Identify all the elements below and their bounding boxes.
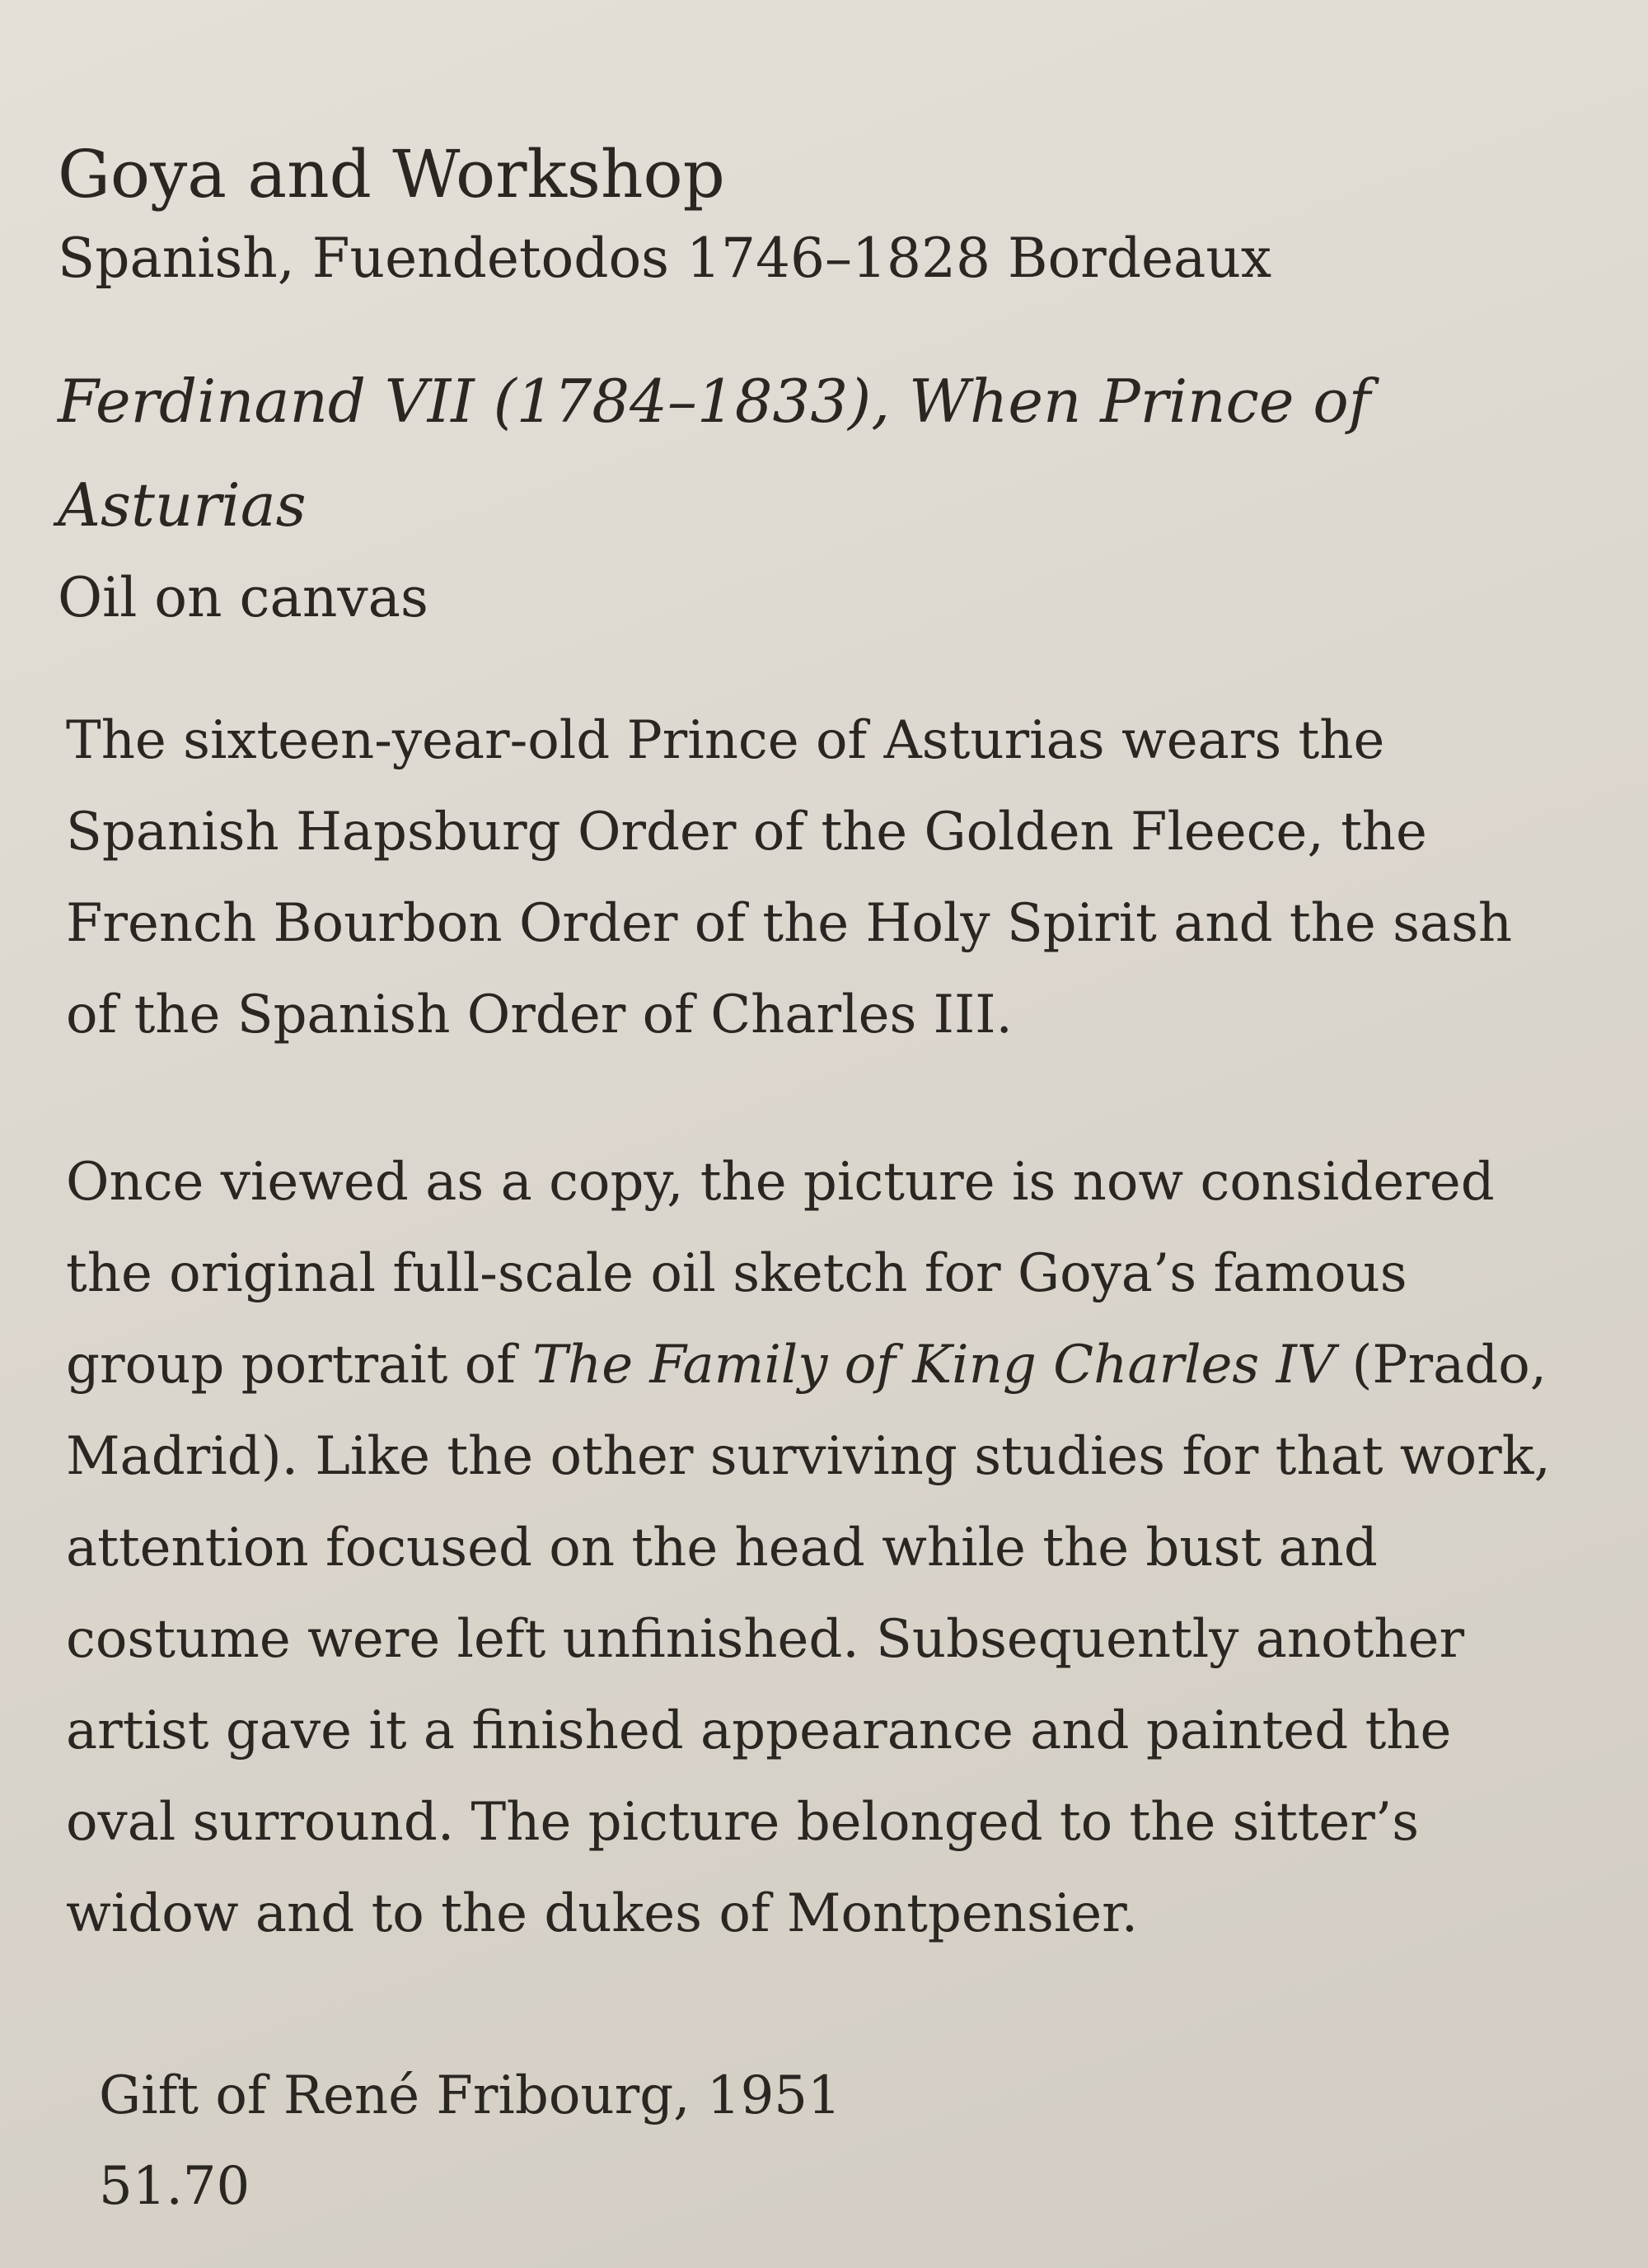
artwork-medium: Oil on canvas [58, 566, 428, 629]
description-text-after-title: (Prado, Madrid). Like the other surviving studies for that work, attention focused on the head while the bust and costume were left unfinished. Subsequently another artist gave it a finished appearance and painted the oval surround. The picture belonged to the sitter’s widow and to the dukes of Montpensier. [66, 1335, 1551, 1944]
accession-number: 51.70 [99, 2156, 250, 2217]
artwork-title: Ferdinand VII (1784–1833), When Prince of Asturias [58, 367, 1371, 540]
description-text-before-title: Once viewed as a copy, the picture is now considered the original full-scale oil sketch for Goya’s famous group portrait of [66, 1152, 1495, 1396]
artist-nationality-dates: Spanish, Fuendetodos 1746–1828 Bordeaux [58, 227, 1272, 290]
description-paragraph-1: The sixteen-year-old Prince of Asturias wears the Spanish Hapsburg Order of the Golden Fleece, the French Bourbon Order of the Holy Spirit and the sash of the Spanish Order of Charles III. [66, 710, 1513, 1045]
referenced-artwork-title: The Family of King Charles IV [532, 1335, 1336, 1396]
credit-line: Gift of René Fribourg, 1951 [99, 2065, 841, 2126]
artist-name: Goya and Workshop [58, 136, 725, 213]
description-paragraph-2 [66, 1137, 1566, 1960]
